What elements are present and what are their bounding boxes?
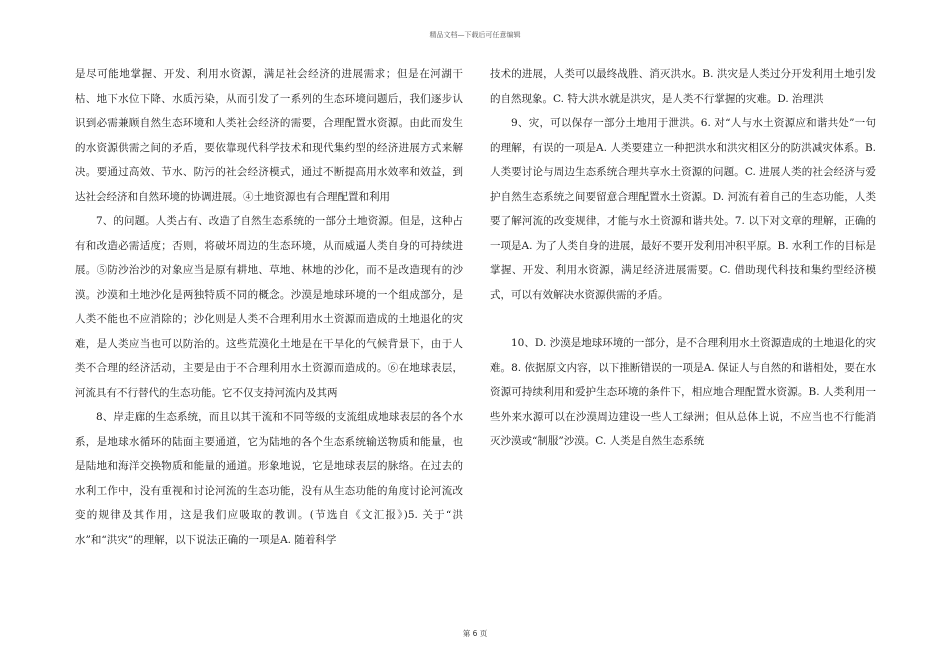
paragraph-gap (490, 307, 876, 331)
paragraph-continuation: 是尽可能地掌握、开发、利用水资源，满足社会经济的进展需求；但是在河湖干枯、地下水位下降、水质污染，从而引发了一系列的生态环境问题后，我们逐步认识到必需兼顾自然生态环境和人类社会经济的需要，合理配置水资源。由此而发生的水资源供需之间的矛盾，要依靠现代科学技术和现代集约型的经济进展方式来解决。要通过高效、节水、防污的社会经济模式，通过不断提高用水效率和效益，到达社会经济和自然环境的协调进展。④土地资源也有合理配置和利用 (75, 68, 463, 203)
right-column (490, 62, 876, 454)
paragraph-item-10: 10、D. 沙漠是地球环境的一部分，是不合理利用水土资源造成的土地退化的灾难。8. 依据原文内容，以下推断错误的一项是A. 保证人与自然的和谐相处，要在水资源可持续利用和爱护生态环境的条件下，相应地合理配置水资源。B. 人类利用一些外来水源可以在沙漠周边建设一些人工绿洲；但从总体上说，不应当也不行能消灭沙漠或“制服”沙漠。C. 人类是自然生态系统 (490, 337, 876, 447)
paragraph-item-9: 9、灾，可以保存一部分土地用于泄洪。6. 对“人与水土资源应和谐共处”一句的理解，有误的一项是A. 人类要建立一种把洪水和洪灾相区分的防洪减灾体系。B. 人类要讨论与周边生态系统合理共享水土资源的问题。C. 进展人类的社会经济与爱护自然生态系统之间要留意合理配置水土资源。D. 河流有着自己的生态功能，人类要了解河流的改变规律，才能与水土资源和谐共处。7. 以下对文章的理解，正确的一项是A. 为了人类自身的进展，最好不要开发利用冲积平原。B. 水利工作的目标是掌握、开发、利用水资源，满足经济进展需要。C. 借助现代科技和集约型经济模式，可以有效解决水资源供需的矛盾。 (490, 117, 876, 301)
paragraph-continuation: 技术的进展，人类可以最终战胜、消灭洪水。B. 洪灾是人类过分开发利用土地引发的自然现象。C. 特大洪水就是洪灾，是人类不行掌握的灾难。D. 治理洪 (490, 68, 876, 105)
paragraph-item-7: 7、的问题。人类占有、改造了自然生态系统的一部分土地资源。但是，这种占有和改造必需适度；否则，将破坏周边的生态环境，从而威逼人类自身的可持续进展。⑤防沙治沙的对象应当是原有耕地、草地、林地的沙化，而不是改造现有的沙漠。沙漠和土地沙化是两独特质不同的概念。沙漠是地球环境的一个组成部分，是人类不能也不应消除的；沙化则是人类不合理利用水土资源而造成的土地退化的灾难，是人类应当也可以防治的。这些荒漠化土地是在干旱化的气候背景下，由于人类不合理的经济活动，主要是由于不合理利用水土资源而造成的。⑥在地球表层，河流具有不行替代的生态功能。它不仅支持河流内及其两 (75, 215, 463, 399)
page-number: 第 6 页 (462, 629, 488, 638)
page-header: 精品文档—下载后可任意编辑 (429, 31, 521, 39)
paragraph-item-8: 8、岸走廊的生态系统，而且以其干流和不同等级的支流组成地球表层的各个水系，是地球水循环的陆面主要通道，它为陆地的各个生态系统输送物质和能量，也是陆地和海洋交换物质和能量的通道。形象地说，它是地球表层的脉络。在过去的水利工作中，没有重视和讨论河流的生态功能，没有从生态功能的角度讨论河流改变的规律及其作用，这是我们应吸取的教训。(节选自《文汇报》)5. 关于“洪水”和“洪灾”的理解，以下说法正确的一项是A. 随着科学 (75, 411, 463, 546)
left-column (75, 62, 463, 552)
